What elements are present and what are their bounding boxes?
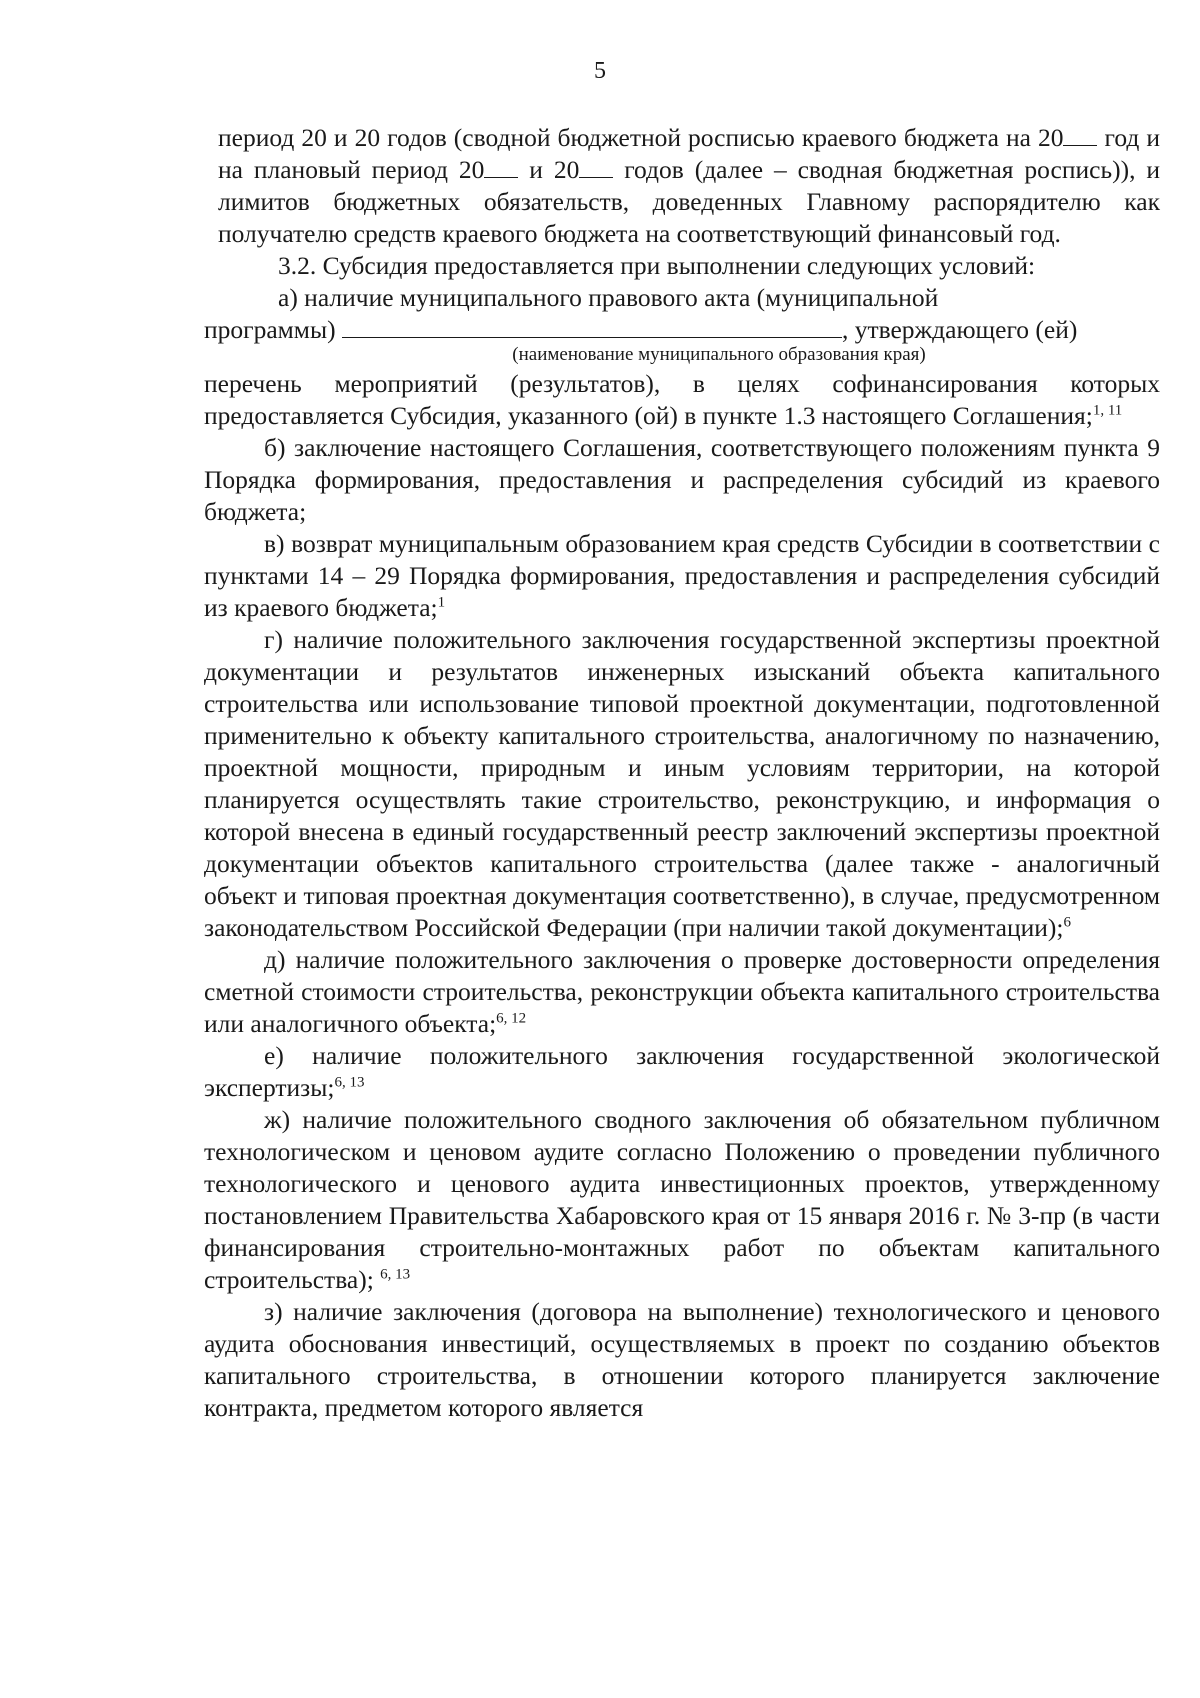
municipality-name-caption: (наименование муниципального образования края) <box>512 344 926 365</box>
footnote-ref: 6, 13 <box>380 1266 411 1283</box>
paragraph-condition-g: г) наличие положительного заключения государственной экспертизы проектной документации и результатов инженерных изысканий объекта капитального строительства или использование типовой проектной документации, подготовленной применительно к объекту капитального строительства, аналогичному по назначению, проектной мощности, природным и иным условиям территории, на которой планируется осуществлять такие строительство, реконструкцию, и информация о которой внесена в единый государственный реестр заключений экспертизы проектной документации объектов капитального строительства (далее также - аналогичный объект и типовая проектная документация соответственно), в случае, предусмотренном законодательством Российской Федерации (при наличии такой документации);$^6$ <box>204 625 1160 942</box>
document-body <box>204 122 1160 1424</box>
municipality-name-blank <box>342 315 842 338</box>
paragraph-budget-period: период 20 и 20 годов (сводной бюджетной росписью краевого бюджета на 20 год и на плановый период 20 и 20 годов (далее – сводная бюджетная роспись)), и лимитов бюджетных обязательств, доведенных Главному распорядителю как получателю средств краевого бюджета на соответствующий финансовый год. <box>218 123 1160 248</box>
paragraph-condition-d: д) наличие положительного заключения о проверке достоверности определения сметной стоимости строительства, реконструкции объекта капитального строительства или аналогичного объекта;$^{6, 12}$ <box>204 945 1160 1038</box>
blank-field <box>484 157 518 178</box>
paragraph-condition-e: е) наличие положительного заключения государственной экологической экспертизы;$^{6, 13}$ <box>204 1041 1160 1102</box>
paragraph-condition-a-rest: перечень мероприятий (результатов), в целях софинансирования которых предоставляется Субсидия, указанного (ой) в пункте 1.3 настоящего Соглашения;$^{1, 11}$ <box>204 369 1160 430</box>
blank-field <box>1063 125 1097 146</box>
paragraph-condition-zh: ж) наличие положительного сводного заключения об обязательном публичном технологическом и ценовом аудите согласно Положению о проведении публичного технологического и ценового аудита инвестиционных проектов, утвержденному постановлением Правительства Хабаровского края от 15 января 2016 г. № 3-пр (в части финансирования строительно-монтажных работ по объектам капитального строительства); $^{6, 13}$ <box>204 1105 1160 1294</box>
footnote-ref: 1 <box>437 594 446 611</box>
page-number: 5 <box>594 58 606 84</box>
footnote-ref: 6 <box>1063 914 1071 931</box>
paragraph-condition-a-program: программы) , утверждающего (ей) <box>204 315 1078 344</box>
paragraph-condition-a-line1: а) наличие муниципального правового акта (муниципальной <box>278 283 939 312</box>
footnote-ref: 6, 12 <box>496 1010 527 1027</box>
blank-field <box>579 157 613 178</box>
paragraph-condition-z: з) наличие заключения (договора на выполнение) технологического и ценового аудита обоснования инвестиций, осуществляемых в проект по созданию объектов капитального строительства, в отношении которого планируется заключение контракта, предметом которого является <box>204 1297 1160 1422</box>
footnote-ref: 1, 11 <box>1092 402 1123 419</box>
paragraph-3-2: 3.2. Субсидия предоставляется при выполнении следующих условий: <box>278 251 1036 280</box>
footnote-ref: 6, 13 <box>334 1074 365 1091</box>
paragraph-condition-v: в) возврат муниципальным образованием края средств Субсидии в соответствии с пунктами 14 – 29 Порядка формирования, предоставления и распределения субсидий из краевого бюджета;$^1$ <box>204 529 1160 622</box>
paragraph-condition-b: б) заключение настоящего Соглашения, соответствующего положениям пункта 9 Порядка формирования, предоставления и распределения субсидий из краевого бюджета; <box>204 433 1160 526</box>
